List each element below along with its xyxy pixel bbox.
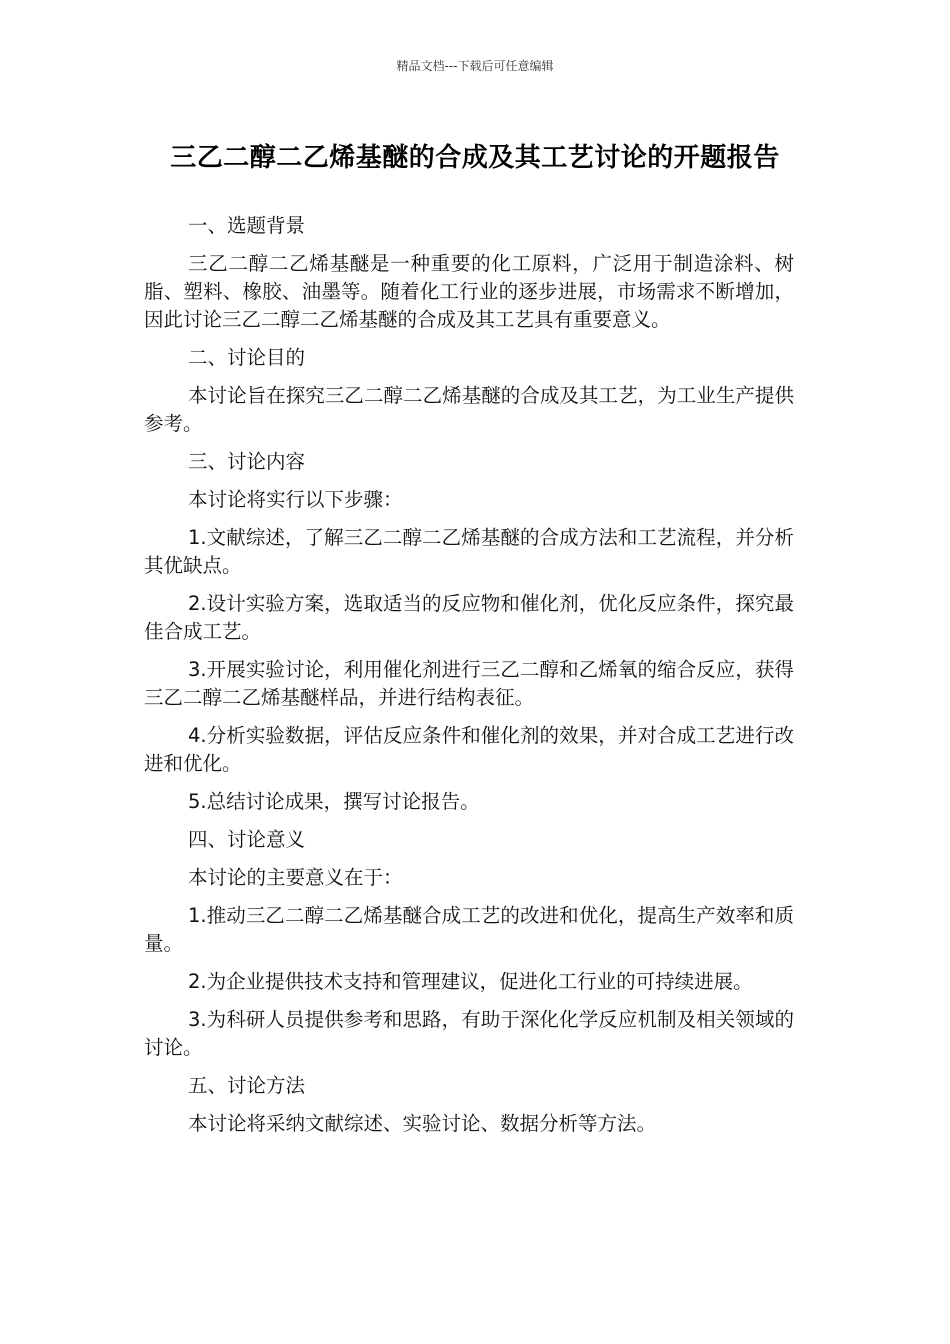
section-heading-background: 一、选题背景: [188, 214, 306, 237]
list-item-significance-2: 2.为企业提供技术支持和管理建议，促进化工行业的可持续进展。: [188, 970, 753, 993]
paragraph-content-intro: 本讨论将实行以下步骤：: [188, 488, 403, 511]
page-header: 精品文档---下载后可任意编辑: [396, 59, 554, 73]
section-heading-content: 三、讨论内容: [188, 450, 306, 473]
document-body: [144, 212, 794, 1148]
list-item-step-4: 4.分析实验数据，评估反应条件和催化剂的效果，并对合成工艺进行改进和优化。: [144, 724, 794, 775]
list-item-step-1: 1.文献综述，了解三乙二醇二乙烯基醚的合成方法和工艺流程，并分析其优缺点。: [144, 526, 794, 577]
section-heading-purpose: 二、讨论目的: [188, 346, 306, 369]
section-heading-significance: 四、讨论意义: [188, 828, 306, 851]
list-item-significance-3: 3.为科研人员提供参考和思路，有助于深化化学反应机制及相关领域的讨论。: [144, 1008, 794, 1059]
paragraph-purpose: 本讨论旨在探究三乙二醇二乙烯基醚的合成及其工艺，为工业生产提供参考。: [144, 384, 794, 435]
paragraph-significance-intro: 本讨论的主要意义在于：: [188, 866, 403, 889]
paragraph-method: 本讨论将采纳文献综述、实验讨论、数据分析等方法。: [188, 1112, 657, 1135]
paragraph-background: 三乙二醇二乙烯基醚是一种重要的化工原料，广泛用于制造涂料、树脂、塑料、橡胶、油墨等。随着化工行业的逐步进展，市场需求不断增加，因此讨论三乙二醇二乙烯基醚的合成及其工艺具有重要意义。: [144, 252, 794, 331]
list-item-step-3: 3.开展实验讨论，利用催化剂进行三乙二醇和乙烯氧的缩合反应，获得三乙二醇二乙烯基醚样品，并进行结构表征。: [144, 658, 794, 709]
list-item-step-5: 5.总结讨论成果，撰写讨论报告。: [188, 790, 480, 813]
list-item-step-2: 2.设计实验方案，选取适当的反应物和催化剂，优化反应条件，探究最佳合成工艺。: [144, 592, 794, 643]
list-item-significance-1: 1.推动三乙二醇二乙烯基醚合成工艺的改进和优化，提高生产效率和质量。: [144, 904, 794, 955]
section-heading-method: 五、讨论方法: [188, 1074, 306, 1097]
document-title: 三乙二醇二乙烯基醚的合成及其工艺讨论的开题报告: [170, 143, 780, 173]
